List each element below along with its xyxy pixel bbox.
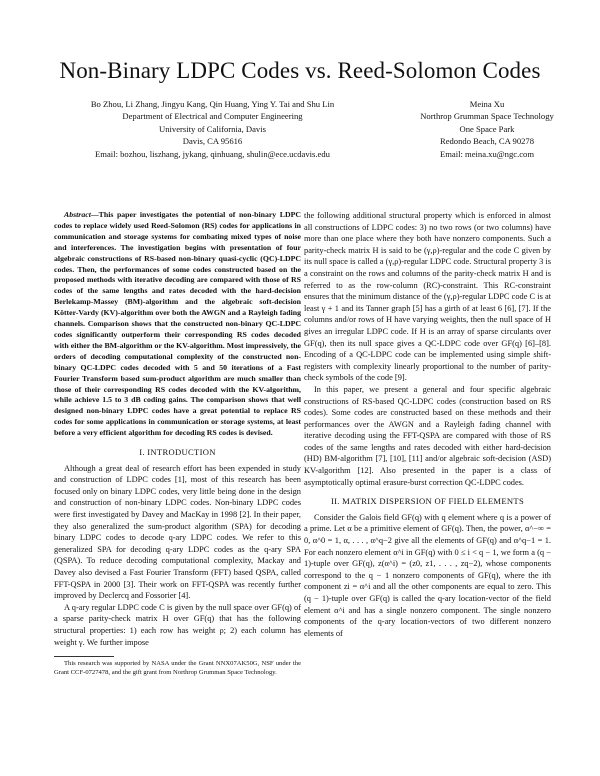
paper-title: Non-Binary LDPC Codes vs. Reed-Solomon Codes bbox=[59, 58, 541, 83]
author-email: Email: bozhou, liszhang, jykang, qinhuang, shulin@ece.ucdavis.edu bbox=[95, 148, 330, 159]
right-column bbox=[304, 210, 551, 639]
right-paragraph-1: the following additional structural property which is enforced in almost all constructions of LDPC codes: 3) no two rows (or two columns) have more than one place where they both have nonzero components. Such a parity-check matrix H is said to be (γ,ρ)-regular and the code C given by its null space is called a (γ,ρ)-regular LDPC code. Structural property 3 is a constraint on the rows and columns of the parity-check matrix H and is referred to as the row-column (RC)-constraint. This RC-constraint ensures that the minimum distance of the (γ,ρ)-regular LDPC code C is at least γ + 1 and its Tanner graph [5] has a girth of at least 6 [6], [7]. If the columns and/or rows of H have varying weights, then the null space of H gives an irregular LDPC code. If H is an array of sparse circulants over GF(q), then its null space gives a QC-LDPC code over GF(q) [6]–[8]. Encoding of a QC-LDPC code can be implemented using simple shift-registers with complexity linearly proportional to the number of parity-check symbols of the code [9]. bbox=[304, 211, 551, 383]
author-address: One Space Park bbox=[459, 123, 515, 134]
section-heading-matrix-dispersion: II. MATRIX DISPERSION OF FIELD ELEMENTS bbox=[330, 496, 525, 507]
author-company: Northrop Grumman Space Technology bbox=[420, 111, 554, 122]
author-city-xu: Redondo Beach, CA 90278 bbox=[439, 136, 535, 147]
author-name-xu: Meina Xu bbox=[469, 99, 505, 109]
author-names: Bo Zhou, Li Zhang, Jingyu Kang, Qin Huang, Ying Y. Tai and Shu Lin bbox=[90, 99, 335, 109]
section-heading-introduction: I. INTRODUCTION bbox=[139, 447, 216, 458]
funding-footnote: This research was supported by NASA under the Grant NNX07AK50G, NSF under the Grant CCF-0727478, and the gift grant from Northrop Grumman Space Technology. bbox=[54, 660, 301, 676]
right-paragraph-2: In this paper, we present a general and four specific algebraic constructions of RS-based QC-LDPC codes (construction based on RS codes). Some codes are constructed based on these methods and their performances over the AWGN and a Rayleigh fading channel with iterative decoding using the FFT-QSPA are compared with those of RS codes of the same lengths and rates decoded with either hard-decision (HD) BM-algorithm [7], [10], [11] and/or algebraic soft-decision (ASD) KV-algorithm [12]. Also presented in the paper is a class of asymptotically optimal erasure-burst correction QC-LDPC codes. bbox=[304, 384, 551, 487]
author-email-xu: Email: meina.xu@ngc.com bbox=[439, 148, 535, 159]
abstract-lead: Abstract bbox=[64, 210, 91, 219]
intro-paragraph-1: Although a great deal of research effort has been expended in study and construction of LDPC codes [1], most of this research has been focused only on binary LDPC codes, very little being done in the design and construction of non-binary LDPC codes. Non-binary LDPC codes were first investigated by Davey and MacKay in 1998 [2]. In their paper, they also generalized the sum-product algorithm (SPA) for decoding binary LDPC codes to decode q-ary LDPC codes. We refer to this generalized SPA for decoding q-ary LDPC codes as the q-ary SPA (QSPA). To reduce decoding computational complexity, Mackay and Davey also devised a Fast Fourier Transform (FFT) based QSPA, called FFT-QSPA in 2000 [3]. Their work on FFT-QSPA was recently further improved by Declercq and Fossorier [4]. bbox=[54, 463, 301, 601]
right-paragraph-3: Consider the Galois field GF(q) with q element where q is a power of a prime. Let α be a primitive element of GF(q). Then, the power, α^−∞ = 0, α^0 = 1, α, . . . , α^q−2 give all the elements of GF(q) and α^q−1 = 1. For each nonzero element α^i in GF(q) with 0 ≤ i < q − 1, we form a (q − 1)-tuple over GF(q), z(α^i) = (z0, z1, . . . , zq−2), whose components correspond to the q − 1 nonzero components of GF(q), where the ith component zi = α^i and all the other components are equal to zero. This (q − 1)-tuple over GF(q) is called the q-ary location-vector of the field element α^i and has a single nonzero component. The single nonzero components of the q-ary location-vectors of two different nonzero elements of bbox=[304, 512, 551, 638]
footnote-divider bbox=[54, 656, 114, 657]
author-department: Department of Electrical and Computer Engineering bbox=[122, 111, 303, 122]
abstract-body: —This paper investigates the potential of non-binary LDPC codes to replace widely used Reed-Solomon (RS) codes for applications in communication and storage systems for combating mixed types of noise and interferences. The investigation begins with presentation of four algebraic constructions of RS-based non-binary quasi-cyclic (QC)-LDPC codes. Then, the performances of some codes constructed based on the proposed methods with iterative decoding are compared with those of RS codes of the same lengths and rates decoded with the hard-decision Berlekamp-Massey (BM)-algorithm and the algebraic soft-decision Kötter-Vardy (KV)-algorithm over both the AWGN and a Rayleigh fading channels. Comparison shows that the constructed non-binary QC-LDPC codes significantly outperform their corresponding RS codes decoded with either the BM-algorithm or the KV-algorithm. Most impressively, the orders of decoding computational complexity of the constructed non-binary QC-LDPC codes decoded with 5 and 50 iterations of a Fast Fourier Transform based sum-product algorithm are much smaller than those of their corresponding RS codes decoded with the KV-algorithm, while achieve 1.5 to 3 dB coding gains. The comparison shows that well designed non-binary LDPC codes have a great potential to replace RS codes for some applications in communication or storage systems, at least before a very efficient algorithm for decoding RS codes is devised. bbox=[54, 210, 301, 438]
abstract bbox=[54, 210, 301, 439]
author-block-northrop bbox=[392, 98, 582, 160]
author-block-ucdavis bbox=[40, 98, 385, 160]
left-column bbox=[54, 210, 301, 677]
author-city: Davis, CA 95616 bbox=[182, 136, 243, 147]
author-university: University of California, Davis bbox=[159, 123, 266, 134]
intro-paragraph-2: A q-ary regular LDPC code C is given by the null space over GF(q) of a sparse parity-check matrix H over GF(q) that has the following structural properties: 1) each row has weight ρ; 2) each column has weight γ. We further impose bbox=[54, 602, 301, 647]
